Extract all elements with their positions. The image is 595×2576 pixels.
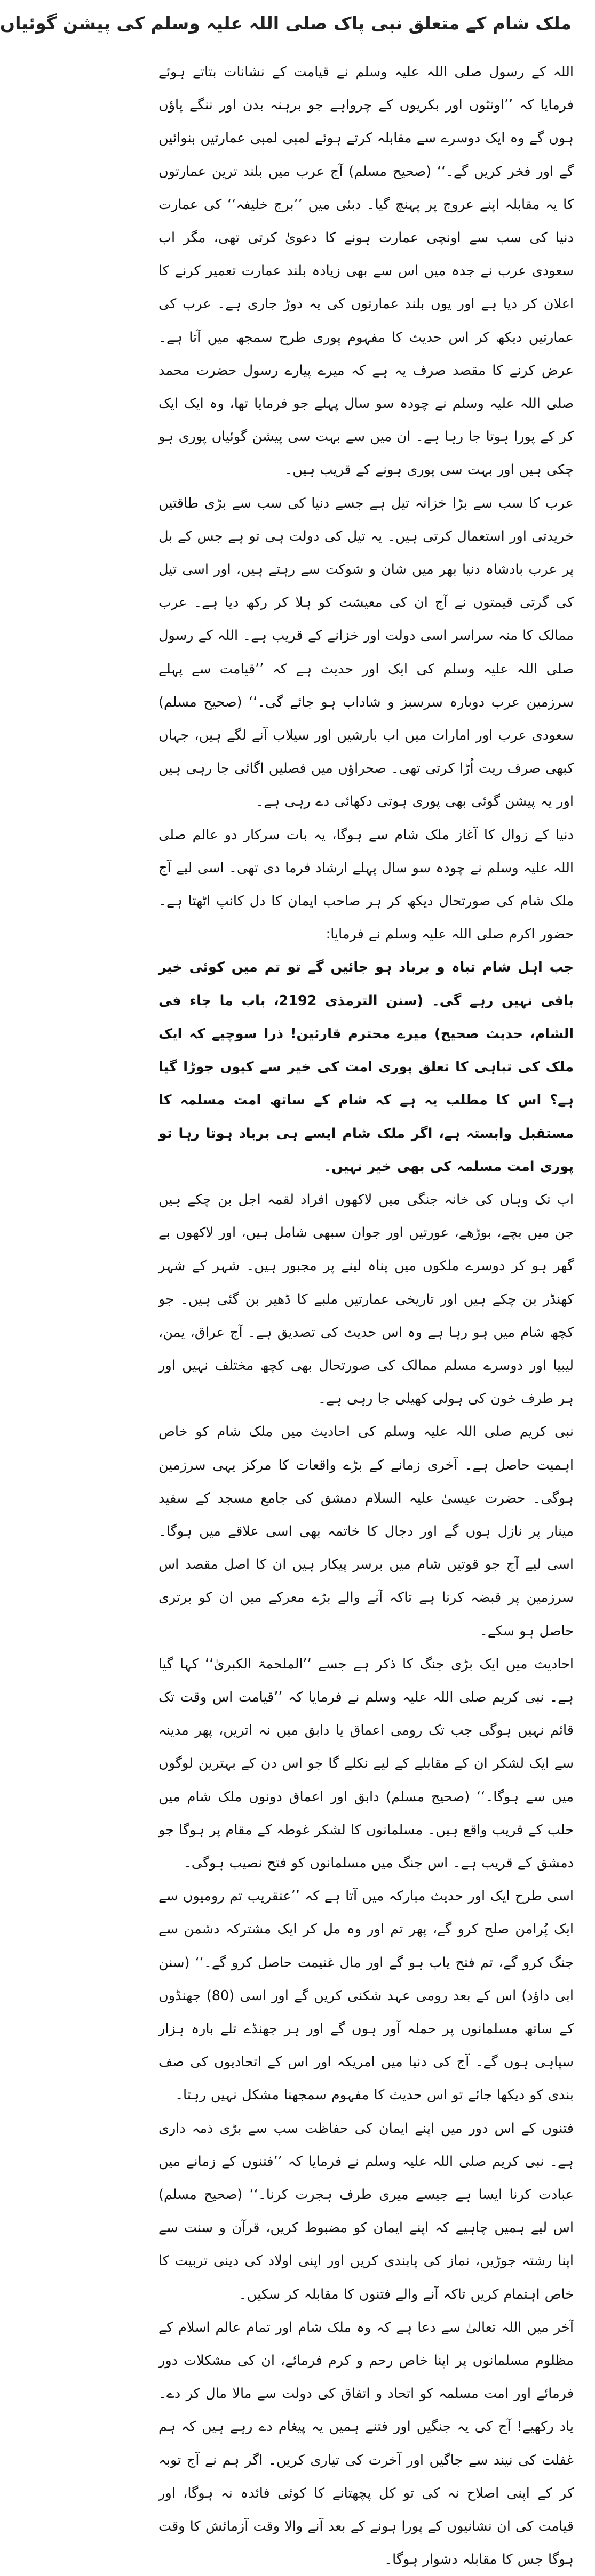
article-paragraph-8: اسی طرح ایک اور حدیث مبارکہ میں آتا ہے کہ ’’عنقریب تم رومیوں سے ایک پُرامن صلح کرو گے، پھر تم اور وہ مل کر ایک مشترکہ دشمن سے جنگ کرو گے، تم فتح یاب ہو گے اور مال غنیمت حاصل کرو گے۔‘‘ (سنن ابی داؤد) اس کے بعد رومی عہد شکنی کریں گے اور اسی (80) جھنڈوں کے ساتھ مسلمانوں پر حملہ آور ہوں گے اور ہر جھنڈے تلے بارہ ہزار سپاہی ہوں گے۔ آج کی دنیا میں امریکہ اور اس کے اتحادیوں کی صف بندی کو دیکھا جائے تو اس حدیث کا مفہوم سمجھنا مشکل نہیں رہتا۔ — [158, 1888, 574, 2104]
article-paragraph-9: فتنوں کے اس دور میں اپنے ایمان کی حفاظت سب سے بڑی ذمہ داری ہے۔ نبی کریم صلی اللہ علیہ وسلم نے فرمایا کہ ’’فتنوں کے زمانے میں عبادت کرنا ایسا ہے جیسے میری طرف ہجرت کرنا۔‘‘ (صحیح مسلم) اس لیے ہمیں چاہیے کہ اپنے ایمان کو مضبوط کریں، قرآن و سنت سے اپنا رشتہ جوڑیں، نماز کی پابندی کریں اور اپنی اولاد کی دینی تربیت کا خاص اہتمام کریں تاکہ آنے والے فتنوں کا مقابلہ کر سکیں۔ — [158, 2120, 574, 2302]
article-paragraph-6: نبی کریم صلی اللہ علیہ وسلم کی احادیث میں ملک شام کو خاص اہمیت حاصل ہے۔ آخری زمانے کے بڑے واقعات کا مرکز یہی سرزمین ہوگی۔ حضرت عیسیٰ علیہ السلام دمشق کی جامع مسجد کے سفید مینار پر نازل ہوں گے اور دجال کا خاتمہ بھی اسی علاقے میں ہوگا۔ اسی لیے آج جو قوتیں شام میں برسر پیکار ہیں ان کا اصل مقصد اس سرزمین پر قبضہ کرنا ہے تاکہ آنے والے بڑے معرکے میں ان کو برتری حاصل ہو سکے۔ — [158, 1424, 574, 1639]
article-paragraph-2: عرب کا سب سے بڑا خزانہ تیل ہے جسے دنیا کی سب سے بڑی طاقتیں خریدتی اور استعمال کرتی ہیں۔ یہ تیل کی دولت ہی تو ہے جس کے بل پر عرب بادشاہ دنیا بھر میں شان و شوکت سے رہتے ہیں، اور اسی تیل کی گرتی قیمتوں نے آج ان کی معیشت کو ہلا کر رکھ دیا ہے۔ عرب ممالک کا منہ سراسر اسی دولت اور خزانے کے قریب ہے۔ اللہ کے رسول صلی اللہ علیہ وسلم کی ایک اور حدیث ہے کہ ’’قیامت سے پہلے سرزمین عرب دوبارہ سرسبز و شاداب ہو جائے گی۔‘‘ (صحیح مسلم) سعودی عرب اور امارات میں اب بارشیں اور سیلاب آنے لگے ہیں، جہاں کبھی صرف ریت اُڑا کرتی تھی۔ صحراؤں میں فصلیں اگائی جا رہی ہیں اور یہ پیشن گوئی بھی پوری ہوتی دکھائی دے رہی ہے۔ — [158, 495, 574, 810]
article-paragraph-3: دنیا کے زوال کا آغاز ملک شام سے ہوگا، یہ بات سرکار دو عالم صلی اللہ علیہ وسلم نے چودہ سو سال پہلے ارشاد فرما دی تھی۔ اسی لیے آج ملک شام کی صورتحال دیکھ کر ہر صاحب ایمان کا دل کانپ اٹھتا ہے۔ حضور اکرم صلی اللہ علیہ وسلم نے فرمایا: — [158, 826, 574, 943]
article-paragraph-1: اللہ کے رسول صلی اللہ علیہ وسلم نے قیامت کے نشانات بتاتے ہوئے فرمایا کہ ’’اونٹوں اور بکریوں کے چرواہے جو برہنہ بدن اور ننگے پاؤں ہوں گے وہ ایک دوسرے سے مقابلہ کرتے ہوئے لمبی لمبی عمارتیں بنوائیں گے اور فخر کریں گے۔‘‘ (صحیح مسلم) آج عرب میں بلند ترین عمارتوں کا یہ مقابلہ اپنے عروج پر پہنچ گیا۔ دبئی میں ’’برج خلیفہ‘‘ کی عمارت دنیا کی سب سے اونچی عمارت ہونے کا دعویٰ کرتی تھی، مگر اب سعودی عرب نے جدہ میں اس سے بھی زیادہ بلند عمارت تعمیر کرنے کا اعلان کر دیا ہے اور یوں بلند عمارتوں کی یہ دوڑ جاری ہے۔ عرب کی عمارتیں دیکھ کر اس حدیث کا مفہوم پوری طرح سمجھ میں آتا ہے۔ عرض کرنے کا مقصد صرف یہ ہے کہ میرے پیارے رسول حضرت محمد صلی اللہ علیہ وسلم نے چودہ سو سال پہلے جو فرمایا تھا، وہ ایک ایک کر کے پورا ہوتا جا رہا ہے۔ ان میں سے بہت سی پیشن گوئیاں پوری ہو چکی ہیں اور بہت سی پوری ہونے کے قریب ہیں۔ — [158, 64, 574, 478]
article-body — [158, 55, 574, 2576]
article-paragraph-5: اب تک وہاں کی خانہ جنگی میں لاکھوں افراد لقمہ اجل بن چکے ہیں جن میں بچے، بوڑھے، عورتیں اور جوان سبھی شامل ہیں، اور لاکھوں بے گھر ہو کر دوسرے ملکوں میں پناہ لینے پر مجبور ہیں۔ شہر کے شہر کھنڈر بن چکے ہیں اور تاریخی عمارتیں ملبے کا ڈھیر بن گئی ہیں۔ جو کچھ شام میں ہو رہا ہے وہ اس حدیث کی تصدیق ہے۔ آج عراق، یمن، لیبیا اور دوسرے مسلم ممالک کی صورتحال بھی کچھ مختلف نہیں اور ہر طرف خون کی ہولی کھیلی جا رہی ہے۔ — [158, 1191, 574, 1407]
article-paragraph-7: احادیث میں ایک بڑی جنگ کا ذکر ہے جسے ’’الملحمۃ الکبریٰ‘‘ کہا گیا ہے۔ نبی کریم صلی اللہ علیہ وسلم نے فرمایا کہ ’’قیامت اس وقت تک قائم نہیں ہوگی جب تک رومی اعماق یا دابق میں نہ اتریں، پھر مدینہ سے ایک لشکر ان کے مقابلے کے لیے نکلے گا جو اس دن کے بہترین لوگوں میں سے ہوگا۔‘‘ (صحیح مسلم) دابق اور اعماق دونوں ملک شام میں حلب کے قریب واقع ہیں۔ مسلمانوں کا لشکر غوطہ کے مقام پر ہوگا جو دمشق کے قریب ہے۔ اس جنگ میں مسلمانوں کو فتح نصیب ہوگی۔ — [158, 1656, 574, 1871]
article-headline: ملک شام کے متعلق نبی پاک صلی اللہ علیہ وسلم کی پیشن گوئیاں — [0, 13, 572, 34]
article-paragraph-10: آخر میں اللہ تعالیٰ سے دعا ہے کہ وہ ملک شام اور تمام عالم اسلام کے مظلوم مسلمانوں پر اپنا خاص رحم و کرم فرمائے، ان کی مشکلات دور فرمائے اور امت مسلمہ کو اتحاد و اتفاق کی دولت سے مالا مال کر دے۔ یاد رکھیے! آج کی یہ جنگیں اور فتنے ہمیں یہ پیغام دے رہے ہیں کہ ہم غفلت کی نیند سے جاگیں اور آخرت کی تیاری کریں۔ اگر ہم نے آج توبہ کر کے اپنی اصلاح نہ کی تو کل پچھتانے کا کوئی فائدہ نہ ہوگا، اور قیامت کی ان نشانیوں کے پورا ہونے کے بعد آنے والا وقت آزمائش کا وقت ہوگا جس کا مقابلہ دشوار ہوگا۔ — [158, 2319, 574, 2568]
article-paragraph-4: جب اہل شام تباہ و برباد ہو جائیں گے تو تم میں کوئی خیر باقی نہیں رہے گی۔ (سنن الترمذی 2192، باب ما جاء فی الشام، حدیث صحیح) میرے محترم قارئین! ذرا سوچیے کہ ایک ملک کی تباہی کا تعلق پوری امت کی خیر سے کیوں جوڑا گیا ہے؟ اس کا مطلب یہ ہے کہ شام کے ساتھ امت مسلمہ کا مستقبل وابستہ ہے، اگر ملک شام ایسے ہی برباد ہوتا رہا تو پوری امت مسلمہ کی بھی خیر نہیں۔ — [158, 959, 574, 1175]
